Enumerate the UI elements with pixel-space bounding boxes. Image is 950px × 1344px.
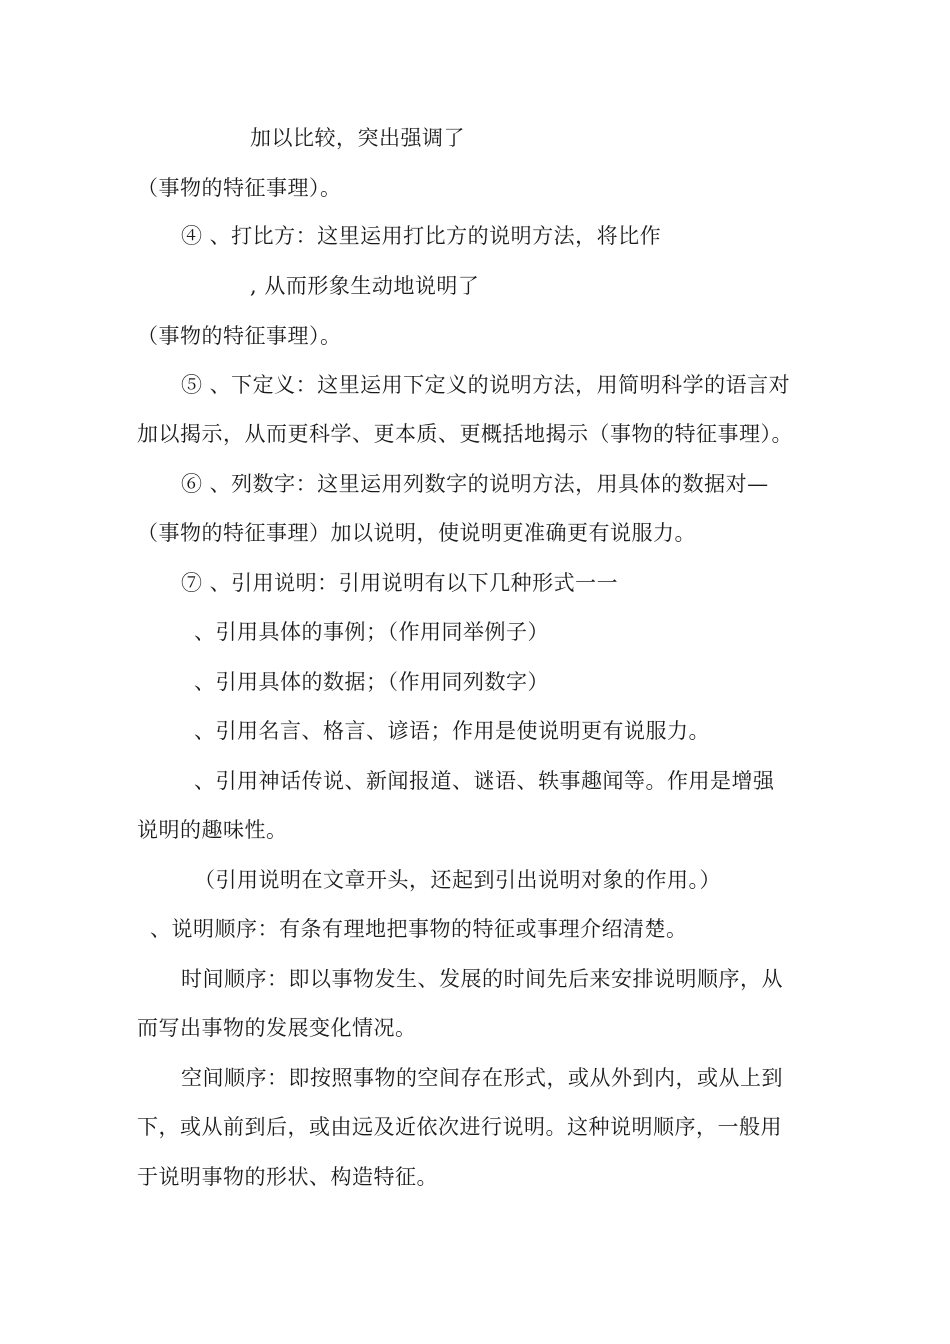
text-line: ⑥ 、列数字：这里运用列数字的说明方法，用具体的数据对— bbox=[181, 472, 769, 496]
text-line: ④ 、打比方：这里运用打比方的说明方法，将比作 bbox=[181, 224, 662, 248]
text-line: 加以揭示，从而更科学、更本质、更概括地揭示（事物的特征事理）。 bbox=[137, 422, 793, 446]
text-line: 、引用神话传说、新闻报道、谜语、轶事趣闻等。作用是增强 bbox=[194, 769, 775, 793]
text-line: 说明的趣味性。 bbox=[137, 818, 288, 842]
text-line: ⑤ 、下定义：这里运用下定义的说明方法，用简明科学的语言对 bbox=[181, 373, 791, 397]
text-line: 、引用名言、格言、谚语；作用是使说明更有说服力。 bbox=[194, 719, 710, 743]
text-line: ⑦ 、引用说明：引用说明有以下几种形式一一 bbox=[181, 571, 619, 595]
text-line: （事物的特征事理）加以说明，使说明更准确更有说服力。 bbox=[137, 521, 696, 545]
text-line: 下，或从前到后，或由远及近依次进行说明。这种说明顺序，一般用 bbox=[137, 1115, 782, 1139]
text-line: 加以比较，突出强调了 bbox=[250, 126, 465, 150]
text-line: （事物的特征事理）。 bbox=[137, 324, 342, 348]
text-line: 、引用具体的数据；（作用同列数字） bbox=[194, 670, 549, 694]
text-line: 于说明事物的形状、构造特征。 bbox=[137, 1165, 438, 1189]
text-line: （事物的特征事理）。 bbox=[137, 176, 342, 200]
text-line: 而写出事物的发展变化情况。 bbox=[137, 1016, 417, 1040]
text-line: 、引用具体的事例；（作用同举例子） bbox=[194, 620, 549, 644]
text-line: （引用说明在文章开头，还起到引出说明对象的作用。） bbox=[194, 868, 721, 892]
text-line: 时间顺序：即以事物发生、发展的时间先后来安排说明顺序，从 bbox=[181, 967, 783, 991]
text-line: 空间顺序：即按照事物的空间存在形式，或从外到内，或从上到 bbox=[181, 1066, 783, 1090]
text-line: 、说明顺序：有条有理地把事物的特征或事理介绍清楚。 bbox=[150, 917, 688, 941]
text-line: , 从而形象生动地说明了 bbox=[250, 274, 480, 298]
